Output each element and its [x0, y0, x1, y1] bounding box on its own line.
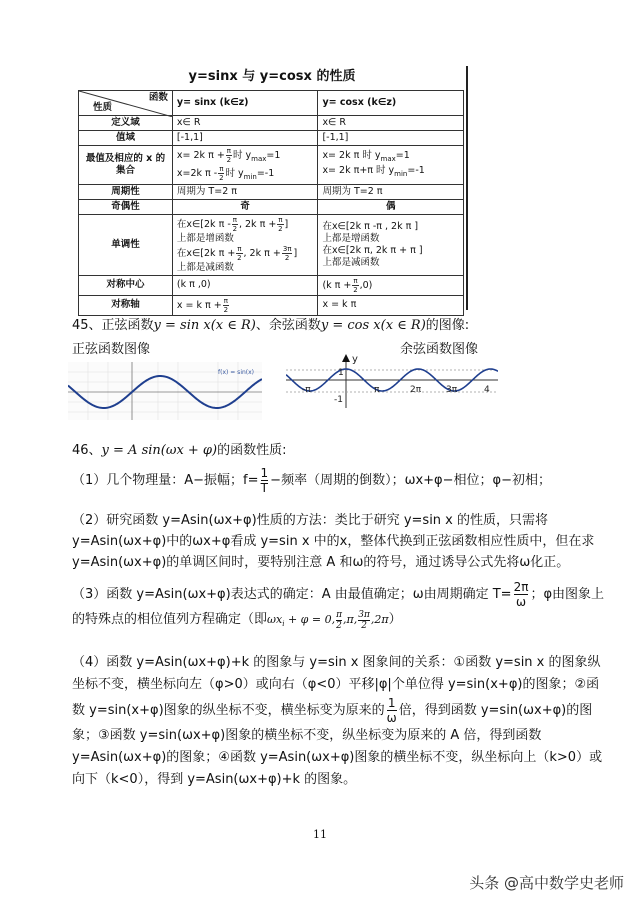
paragraph-4: （4）函数 y=Asin(ωx+φ)+k 的图象与 y=sin x 图象间的关系：①函数 y=sin x 的图象纵坐标不变，横坐标向左（φ>0）或向右（φ<0）平移|φ|个单位得 y=sin(x+φ)的图象；②函数 y=sin(x+φ)图象的纵坐标不变，横坐标变为原来的 $\frac{1}{\omega}$ 倍，得到函数 y=sin(ωx+φ)的图象；③函数 y=sin(ωx+φ)图象的横坐标不变，纵坐标变为原来的 A 倍，得到函数 y=Asin(ωx+φ)的图象；④函数 y=Asin(ωx+φ)图象的横坐标不变，纵坐标向上（k>0）或向下（k<0），得到 y=Asin(ωx+φ)+k 的图象。: [72, 655, 603, 787]
cos-tick-2pi: 2π: [410, 385, 422, 395]
cell-range-sin: [-1,1]: [172, 131, 318, 146]
cos-tick-3pi: 3π: [446, 385, 458, 395]
table-row: [79, 116, 464, 131]
cos-tick-pi: π: [374, 385, 380, 395]
cos-y-label: y: [352, 354, 358, 365]
cell-extreme-sin: x= 2k π + $\frac{\pi}{2}$ 时 $y_{max}=1$ x=2k π - $\frac{\pi}{2}$ 时 $y_{min}=-1$: [172, 146, 318, 185]
table-row: [79, 295, 464, 315]
table-title: y=sinx 与 y=cosx 的性质: [188, 69, 356, 84]
cos-tick-neg1: -1: [334, 395, 343, 405]
table-row: [79, 131, 464, 146]
header-function: 函数: [148, 92, 168, 103]
cell-axis-cos: x = k π: [318, 295, 464, 315]
table-row: [79, 214, 464, 275]
cell-center-cos: (k π + $\frac{\pi}{2}$ ,0): [318, 275, 464, 295]
header-sin: y= sinx (k∈z): [172, 91, 318, 116]
section-45-heading: 45、正弦函数y = sin x(x ∈ R)、余弦函数y = cos x(x ∈ R)的图像:: [72, 318, 470, 333]
cell-period-cos: 周期为 T=2 π: [318, 184, 464, 199]
row-label-monotone: 单调性: [79, 214, 173, 275]
header-property: 性质: [93, 102, 113, 113]
paragraph-1: （1）几个物理量：A−振幅；f= $\frac{1}{T}$ −频率（周期的倒数）；ωx+φ−相位；φ−初相；: [72, 466, 551, 495]
properties-table: [78, 90, 464, 316]
cell-period-sin: 周期为 T=2 π: [172, 184, 318, 199]
cell-parity-cos: 偶: [318, 199, 464, 214]
header-cos: y= cosx (k∈z): [318, 91, 464, 116]
cell-domain-sin: x∈ R: [172, 116, 318, 131]
sine-legend: f(x) = sin(x): [218, 369, 255, 376]
row-label-parity: 奇偶性: [79, 199, 173, 214]
watermark: 头条 @高中数学史老师: [469, 874, 624, 892]
table-row: [79, 146, 464, 185]
row-label-domain: 定义域: [79, 116, 173, 131]
cell-monotone-cos: 在x∈[2k π -π , 2k π ] 上都是增函数 在x∈[2k π, 2k π + π ] 上都是减函数: [318, 214, 464, 275]
sine-graph: [68, 362, 262, 420]
cell-range-cos: [-1,1]: [318, 131, 464, 146]
cos-graph-label: 余弦函数图像: [400, 342, 479, 357]
cell-domain-cos: x∈ R: [318, 116, 464, 131]
cell-extreme-cos: x= 2k π 时 $y_{max}=1$ x= 2k π+π 时 $y_{min}=-1$: [318, 146, 464, 185]
diagonal-header-cell: [79, 91, 173, 116]
cos-tick-1: 1: [338, 368, 344, 378]
row-label-range: 值域: [79, 131, 173, 146]
sin-graph-label: 正弦函数图像: [72, 342, 151, 357]
table-row: [79, 184, 464, 199]
cos-tick-negpi: -π: [302, 385, 311, 395]
paragraph-2: （2）研究函数 y=Asin(ωx+φ)性质的方法：类比于研究 y=sin x 的性质，只需将 y=Asin(ωx+φ)中的ωx+φ看成 y=sin x 中的x，整体代换到正弦函数相应性质中，但在求 y=Asin(ωx+φ)的单调区间时，要特别注意 A 和ω的符号，通过诱导公式先将ω化正。: [72, 513, 595, 570]
table-row: [79, 199, 464, 214]
table-row: [79, 275, 464, 295]
properties-table-figure: [78, 66, 468, 314]
table-header-row: [79, 91, 464, 116]
row-label-period: 周期性: [79, 184, 173, 199]
cos-y-arrow-icon: [342, 354, 350, 362]
page-number: 11: [313, 828, 327, 841]
paragraph-3: （3）函数 y=Asin(ωx+φ)表达式的确定：A 由最值确定；ω由周期确定 T= $\frac{2\pi}{\omega}$ ；φ由图象上的特殊点的相位值列方程确定（即$\omega x_i + \varphi = 0$, $\frac{\pi}{2},\pi$, $\frac{3\pi}{2},2\pi$）: [72, 580, 605, 631]
section-46-heading: 46、y = A sin(ωx + φ)的函数性质:: [72, 443, 287, 458]
cosine-graph: [286, 354, 498, 408]
row-label-center: 对称中心: [79, 275, 173, 295]
cell-parity-sin: 奇: [172, 199, 318, 214]
row-label-axis: 对称轴: [79, 295, 173, 315]
row-label-extreme: 最值及相应的 x 的集合: [79, 146, 173, 185]
cell-axis-sin: x = k π + $\frac{\pi}{2}$: [172, 295, 318, 315]
cell-monotone-sin: 在x∈[2k π - $\frac{\pi}{2}$ , 2k π + $\frac{\pi}{2}$ ] 上都是增函数 在x∈[2k π + $\frac{\pi}{2}$ , 2k π + $\frac{3\pi}{2}$ ] 上都是减函数: [172, 214, 318, 275]
cos-tick-4: 4: [484, 385, 490, 395]
cell-center-sin: (k π ,0): [172, 275, 318, 295]
